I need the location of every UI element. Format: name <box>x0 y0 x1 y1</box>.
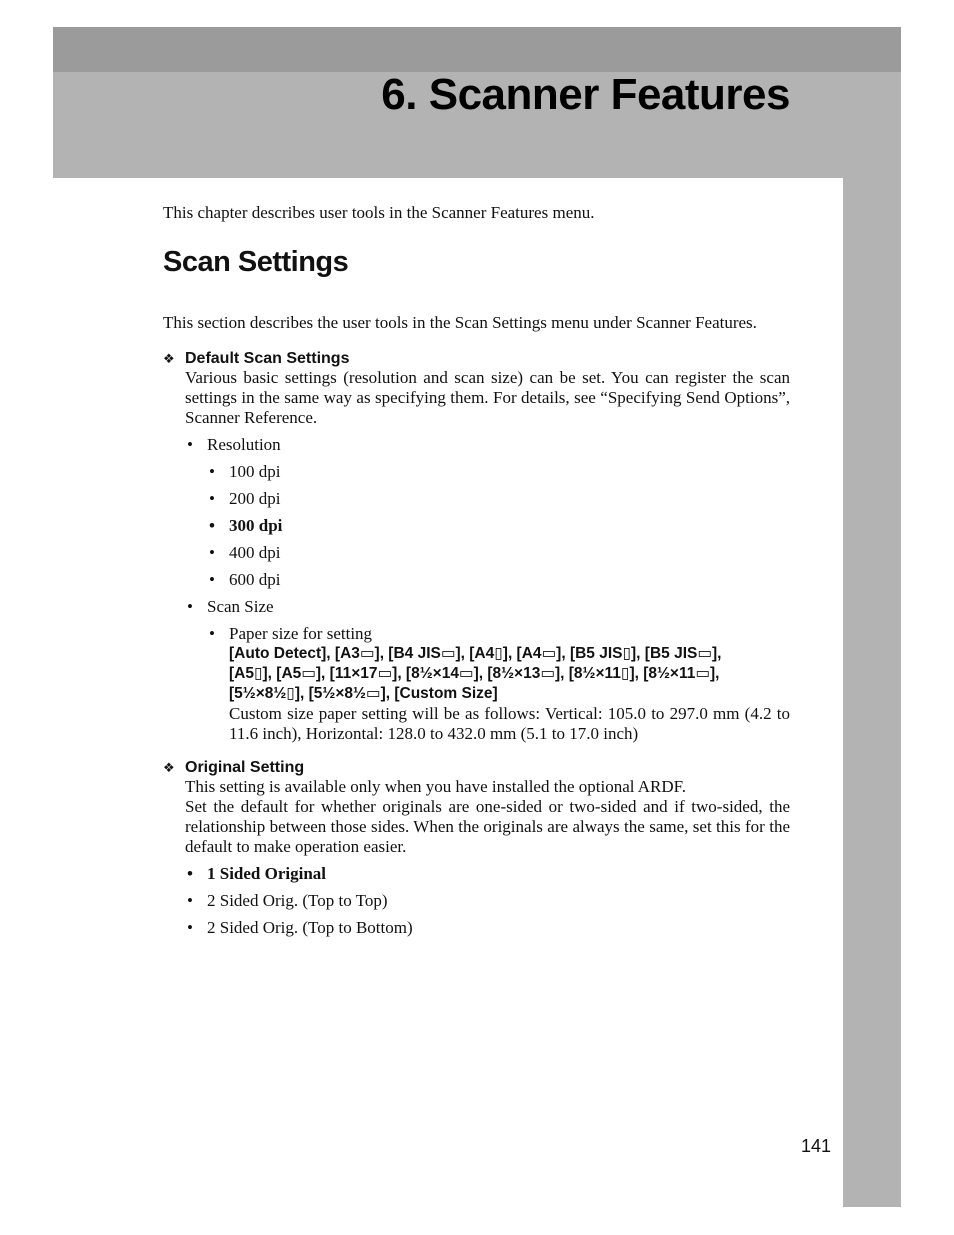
section-intro: This section describes the user tools in the Scan Settings menu under Scanner Features. <box>163 313 757 332</box>
chapter-header-top-bar <box>53 27 901 72</box>
page-content <box>163 203 790 938</box>
list-item: • 2 Sided Orig. (Top to Top) <box>185 891 790 911</box>
paper-sizes-line: [5½×8½▯], [5½×8½▭], [Custom Size] <box>229 685 498 702</box>
original-setting-list <box>185 864 790 938</box>
page-number: 141 <box>801 1136 832 1156</box>
custom-size-note: Custom size paper setting will be as follows: Vertical: 105.0 to 297.0 mm (4.2 to 11.6 inch), Horizontal: 128.0 to 432.0 mm (5.1 to 17.0 inch) <box>229 704 790 743</box>
scan-size-list <box>207 624 790 744</box>
section-title: Scan Settings <box>163 246 349 278</box>
list-item <box>185 597 790 744</box>
paper-size-label: • Paper size for setting <box>229 624 373 643</box>
default-scan-heading-text: Default Scan Settings <box>185 350 350 367</box>
resolution-list <box>207 462 790 590</box>
paper-sizes-line: [Auto Detect], [A3▭], [B4 JIS▭], [A4▯], [A4▭], [B5 JIS▯], [B5 JIS▭], <box>229 645 722 662</box>
chapter-intro: This chapter describes user tools in the Scanner Features menu. <box>163 203 595 222</box>
list-item: • 200 dpi <box>207 489 790 509</box>
default-scan-list <box>185 435 790 744</box>
list-item-default: • 300 dpi <box>207 516 790 536</box>
list-item <box>207 624 790 744</box>
list-item: • 600 dpi <box>207 570 790 590</box>
default-scan-settings-block <box>163 350 790 744</box>
list-item <box>185 435 790 590</box>
chapter-title: 6. Scanner Features <box>381 70 790 119</box>
diamond-bullet-icon: ❖ <box>163 760 175 775</box>
resolution-label: Resolution <box>207 435 281 454</box>
scan-size-label: Scan Size <box>207 597 274 616</box>
list-item: • 100 dpi <box>207 462 790 482</box>
original-setting-body: Set the default for whether originals are one-sided or two-sided and if two-sided, the relationship between those sides. When the originals are always the same, set this for the default to make operation easier. <box>185 797 790 856</box>
original-setting-line1: This setting is available only when you have installed the optional ARDF. <box>185 777 687 796</box>
original-setting-block <box>163 759 790 938</box>
default-scan-body: Various basic settings (resolution and scan size) can be set. You can register the scan settings in the same way as specifying them. For details, see “Specifying Send Options”, Scanner Reference. <box>185 368 790 427</box>
list-item: • 2 Sided Orig. (Top to Bottom) <box>185 918 790 938</box>
original-setting-heading <box>163 759 790 777</box>
chapter-side-tab <box>843 178 901 1207</box>
paper-sizes-line: [A5▯], [A5▭], [11×17▭], [8½×14▭], [8½×13▭], [8½×11▯], [8½×11▭], <box>229 665 720 682</box>
default-scan-heading <box>163 350 790 368</box>
original-setting-heading-text: Original Setting <box>185 759 305 776</box>
list-item-default: • 1 Sided Original <box>185 864 790 884</box>
list-item: • 400 dpi <box>207 543 790 563</box>
diamond-bullet-icon: ❖ <box>163 351 175 366</box>
